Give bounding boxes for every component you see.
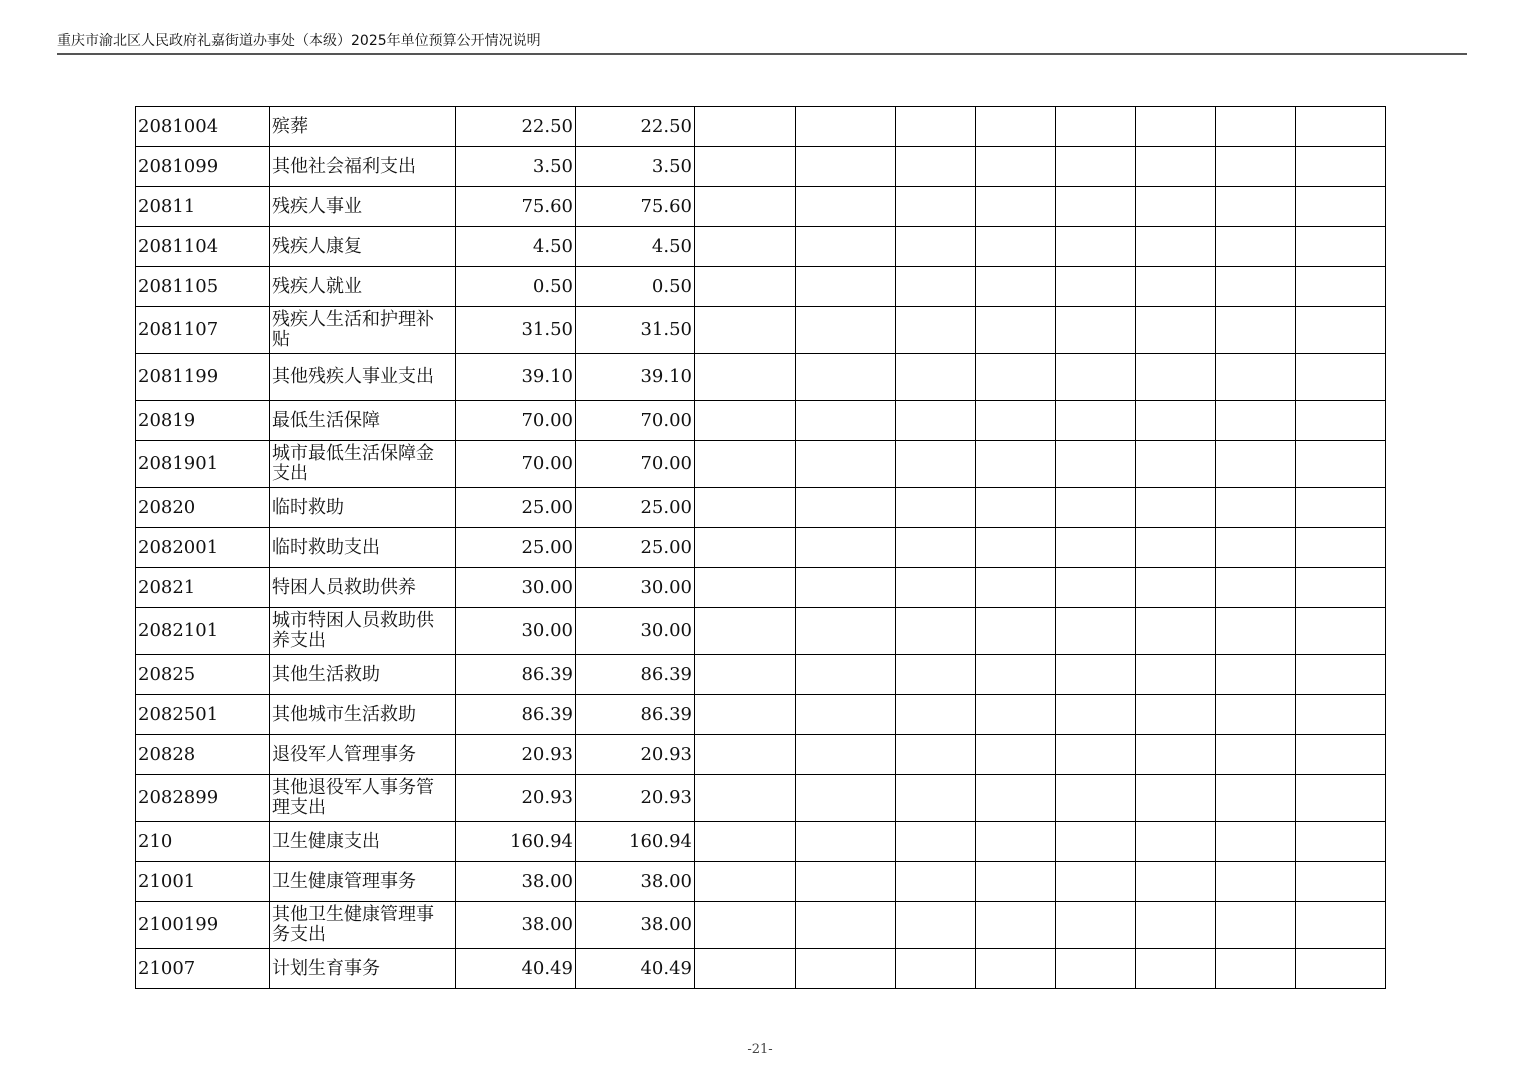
empty-cell (1136, 735, 1216, 775)
subject-name-cell: 其他退役军人事务管理支出 (270, 775, 456, 822)
empty-cell (796, 775, 896, 822)
empty-cell (1056, 862, 1136, 902)
empty-cell (1216, 441, 1296, 488)
empty-cell (1296, 107, 1386, 147)
total-amount-cell: 3.50 (456, 147, 576, 187)
total-amount-cell: 0.50 (456, 267, 576, 307)
empty-cell (796, 822, 896, 862)
subject-code-cell: 2082501 (136, 695, 270, 735)
subject-name-cell: 特困人员救助供养 (270, 568, 456, 608)
empty-cell (896, 902, 976, 949)
empty-cell (1136, 528, 1216, 568)
empty-cell (896, 568, 976, 608)
table-row (136, 227, 1386, 267)
empty-cell (695, 488, 796, 528)
empty-cell (1296, 488, 1386, 528)
empty-cell (1296, 902, 1386, 949)
empty-cell (796, 354, 896, 401)
empty-cell (796, 862, 896, 902)
empty-cell (976, 608, 1056, 655)
empty-cell (976, 441, 1056, 488)
total-amount-cell: 22.50 (456, 107, 576, 147)
empty-cell (976, 695, 1056, 735)
table-row (136, 441, 1386, 488)
empty-cell (976, 401, 1056, 441)
table-row (136, 528, 1386, 568)
general-budget-amount-cell: 25.00 (576, 488, 695, 528)
table-row (136, 147, 1386, 187)
total-amount-cell: 30.00 (456, 608, 576, 655)
empty-cell (896, 147, 976, 187)
empty-cell (976, 949, 1056, 989)
table-row (136, 775, 1386, 822)
empty-cell (695, 187, 796, 227)
table-row (136, 735, 1386, 775)
subject-name-cell: 城市特困人员救助供养支出 (270, 608, 456, 655)
general-budget-amount-cell: 70.00 (576, 401, 695, 441)
empty-cell (695, 147, 796, 187)
table-row (136, 822, 1386, 862)
total-amount-cell: 38.00 (456, 902, 576, 949)
empty-cell (1056, 822, 1136, 862)
table-row (136, 608, 1386, 655)
empty-cell (1296, 187, 1386, 227)
empty-cell (796, 441, 896, 488)
subject-name-cell: 其他残疾人事业支出 (270, 354, 456, 401)
empty-cell (1056, 187, 1136, 227)
general-budget-amount-cell: 0.50 (576, 267, 695, 307)
empty-cell (896, 267, 976, 307)
empty-cell (1216, 902, 1296, 949)
empty-cell (796, 307, 896, 354)
empty-cell (896, 528, 976, 568)
general-budget-amount-cell: 86.39 (576, 695, 695, 735)
empty-cell (796, 608, 896, 655)
general-budget-amount-cell: 30.00 (576, 608, 695, 655)
general-budget-amount-cell: 22.50 (576, 107, 695, 147)
general-budget-amount-cell: 4.50 (576, 227, 695, 267)
empty-cell (796, 568, 896, 608)
empty-cell (1296, 822, 1386, 862)
empty-cell (1056, 488, 1136, 528)
subject-code-cell: 2081105 (136, 267, 270, 307)
total-amount-cell: 4.50 (456, 227, 576, 267)
empty-cell (896, 107, 976, 147)
subject-name-cell: 临时救助 (270, 488, 456, 528)
empty-cell (1136, 949, 1216, 989)
empty-cell (1056, 695, 1136, 735)
empty-cell (896, 488, 976, 528)
empty-cell (896, 775, 976, 822)
empty-cell (695, 949, 796, 989)
empty-cell (796, 401, 896, 441)
empty-cell (695, 441, 796, 488)
empty-cell (1136, 307, 1216, 354)
empty-cell (896, 735, 976, 775)
empty-cell (1056, 267, 1136, 307)
empty-cell (1216, 267, 1296, 307)
empty-cell (796, 949, 896, 989)
subject-name-cell: 殡葬 (270, 107, 456, 147)
empty-cell (796, 735, 896, 775)
empty-cell (1056, 608, 1136, 655)
empty-cell (896, 307, 976, 354)
empty-cell (896, 187, 976, 227)
empty-cell (1296, 949, 1386, 989)
subject-code-cell: 20828 (136, 735, 270, 775)
total-amount-cell: 31.50 (456, 307, 576, 354)
subject-name-cell: 残疾人生活和护理补贴 (270, 307, 456, 354)
budget-table (135, 106, 1386, 989)
total-amount-cell: 30.00 (456, 568, 576, 608)
empty-cell (796, 695, 896, 735)
total-amount-cell: 160.94 (456, 822, 576, 862)
empty-cell (1216, 568, 1296, 608)
empty-cell (1296, 441, 1386, 488)
empty-cell (1216, 147, 1296, 187)
empty-cell (1216, 227, 1296, 267)
empty-cell (1216, 949, 1296, 989)
empty-cell (1216, 354, 1296, 401)
total-amount-cell: 39.10 (456, 354, 576, 401)
empty-cell (1296, 354, 1386, 401)
empty-cell (896, 441, 976, 488)
empty-cell (1136, 267, 1216, 307)
empty-cell (976, 902, 1056, 949)
empty-cell (976, 488, 1056, 528)
general-budget-amount-cell: 38.00 (576, 902, 695, 949)
empty-cell (1136, 187, 1216, 227)
general-budget-amount-cell: 31.50 (576, 307, 695, 354)
empty-cell (976, 735, 1056, 775)
subject-name-cell: 最低生活保障 (270, 401, 456, 441)
empty-cell (695, 307, 796, 354)
empty-cell (796, 655, 896, 695)
total-amount-cell: 86.39 (456, 655, 576, 695)
empty-cell (1216, 775, 1296, 822)
subject-code-cell: 2081107 (136, 307, 270, 354)
empty-cell (695, 822, 796, 862)
empty-cell (896, 862, 976, 902)
general-budget-amount-cell: 20.93 (576, 735, 695, 775)
empty-cell (695, 401, 796, 441)
empty-cell (695, 862, 796, 902)
general-budget-amount-cell: 30.00 (576, 568, 695, 608)
general-budget-amount-cell: 38.00 (576, 862, 695, 902)
table-row (136, 401, 1386, 441)
empty-cell (796, 147, 896, 187)
empty-cell (796, 227, 896, 267)
empty-cell (1056, 307, 1136, 354)
empty-cell (695, 227, 796, 267)
table-row (136, 568, 1386, 608)
empty-cell (695, 775, 796, 822)
empty-cell (1136, 862, 1216, 902)
empty-cell (1216, 307, 1296, 354)
empty-cell (1136, 775, 1216, 822)
subject-code-cell: 2082001 (136, 528, 270, 568)
empty-cell (1296, 227, 1386, 267)
subject-code-cell: 2082101 (136, 608, 270, 655)
document-header-title: 重庆市渝北区人民政府礼嘉街道办事处（本级）2025年单位预算公开情况说明 (57, 33, 541, 49)
empty-cell (695, 695, 796, 735)
empty-cell (1136, 107, 1216, 147)
empty-cell (1136, 441, 1216, 488)
empty-cell (1056, 735, 1136, 775)
subject-code-cell: 20811 (136, 187, 270, 227)
empty-cell (896, 227, 976, 267)
empty-cell (1056, 441, 1136, 488)
subject-code-cell: 210 (136, 822, 270, 862)
empty-cell (1216, 488, 1296, 528)
subject-name-cell: 退役军人管理事务 (270, 735, 456, 775)
subject-code-cell: 20821 (136, 568, 270, 608)
subject-code-cell: 20819 (136, 401, 270, 441)
empty-cell (796, 267, 896, 307)
total-amount-cell: 86.39 (456, 695, 576, 735)
subject-code-cell: 20820 (136, 488, 270, 528)
empty-cell (1056, 401, 1136, 441)
empty-cell (976, 227, 1056, 267)
empty-cell (1296, 608, 1386, 655)
empty-cell (1056, 528, 1136, 568)
empty-cell (695, 902, 796, 949)
empty-cell (1136, 354, 1216, 401)
empty-cell (695, 354, 796, 401)
subject-name-cell: 卫生健康管理事务 (270, 862, 456, 902)
general-budget-amount-cell: 39.10 (576, 354, 695, 401)
subject-name-cell: 临时救助支出 (270, 528, 456, 568)
total-amount-cell: 38.00 (456, 862, 576, 902)
empty-cell (1296, 695, 1386, 735)
empty-cell (1056, 655, 1136, 695)
table-row (136, 949, 1386, 989)
table-row (136, 695, 1386, 735)
empty-cell (1216, 401, 1296, 441)
empty-cell (695, 568, 796, 608)
subject-name-cell: 残疾人康复 (270, 227, 456, 267)
empty-cell (896, 655, 976, 695)
empty-cell (695, 107, 796, 147)
empty-cell (796, 107, 896, 147)
subject-code-cell: 2081099 (136, 147, 270, 187)
subject-code-cell: 2081104 (136, 227, 270, 267)
empty-cell (896, 949, 976, 989)
empty-cell (1296, 775, 1386, 822)
empty-cell (1296, 307, 1386, 354)
empty-cell (976, 568, 1056, 608)
empty-cell (1136, 568, 1216, 608)
total-amount-cell: 25.00 (456, 488, 576, 528)
empty-cell (1216, 695, 1296, 735)
empty-cell (695, 267, 796, 307)
empty-cell (1216, 107, 1296, 147)
total-amount-cell: 70.00 (456, 441, 576, 488)
empty-cell (976, 107, 1056, 147)
empty-cell (1136, 655, 1216, 695)
empty-cell (1136, 401, 1216, 441)
empty-cell (1056, 227, 1136, 267)
total-amount-cell: 20.93 (456, 775, 576, 822)
table-row (136, 488, 1386, 528)
total-amount-cell: 25.00 (456, 528, 576, 568)
empty-cell (1056, 949, 1136, 989)
empty-cell (1216, 862, 1296, 902)
general-budget-amount-cell: 86.39 (576, 655, 695, 695)
table-row (136, 267, 1386, 307)
subject-name-cell: 城市最低生活保障金支出 (270, 441, 456, 488)
general-budget-amount-cell: 3.50 (576, 147, 695, 187)
empty-cell (976, 307, 1056, 354)
subject-name-cell: 其他卫生健康管理事务支出 (270, 902, 456, 949)
empty-cell (1296, 735, 1386, 775)
total-amount-cell: 75.60 (456, 187, 576, 227)
empty-cell (976, 354, 1056, 401)
empty-cell (695, 608, 796, 655)
empty-cell (1216, 655, 1296, 695)
empty-cell (1056, 775, 1136, 822)
empty-cell (976, 147, 1056, 187)
empty-cell (976, 528, 1056, 568)
general-budget-amount-cell: 160.94 (576, 822, 695, 862)
table-row (136, 902, 1386, 949)
table-row (136, 862, 1386, 902)
empty-cell (1136, 695, 1216, 735)
empty-cell (796, 528, 896, 568)
subject-code-cell: 2082899 (136, 775, 270, 822)
table-body (136, 107, 1386, 989)
empty-cell (1136, 147, 1216, 187)
empty-cell (976, 187, 1056, 227)
empty-cell (1296, 401, 1386, 441)
empty-cell (1296, 568, 1386, 608)
total-amount-cell: 40.49 (456, 949, 576, 989)
subject-name-cell: 其他生活救助 (270, 655, 456, 695)
empty-cell (695, 735, 796, 775)
table-row (136, 187, 1386, 227)
empty-cell (796, 488, 896, 528)
empty-cell (1216, 735, 1296, 775)
empty-cell (1216, 608, 1296, 655)
empty-cell (796, 902, 896, 949)
subject-code-cell: 2081199 (136, 354, 270, 401)
empty-cell (1296, 147, 1386, 187)
total-amount-cell: 70.00 (456, 401, 576, 441)
empty-cell (1056, 354, 1136, 401)
empty-cell (1056, 147, 1136, 187)
general-budget-amount-cell: 70.00 (576, 441, 695, 488)
empty-cell (896, 354, 976, 401)
subject-name-cell: 其他城市生活救助 (270, 695, 456, 735)
empty-cell (896, 822, 976, 862)
empty-cell (1136, 902, 1216, 949)
empty-cell (896, 695, 976, 735)
subject-name-cell: 其他社会福利支出 (270, 147, 456, 187)
empty-cell (1296, 528, 1386, 568)
empty-cell (1056, 902, 1136, 949)
subject-code-cell: 2081901 (136, 441, 270, 488)
subject-name-cell: 残疾人事业 (270, 187, 456, 227)
empty-cell (1136, 608, 1216, 655)
general-budget-amount-cell: 75.60 (576, 187, 695, 227)
empty-cell (976, 862, 1056, 902)
empty-cell (796, 187, 896, 227)
subject-name-cell: 计划生育事务 (270, 949, 456, 989)
subject-code-cell: 21001 (136, 862, 270, 902)
empty-cell (1296, 655, 1386, 695)
empty-cell (1296, 862, 1386, 902)
header-rule (57, 53, 1467, 55)
empty-cell (695, 655, 796, 695)
empty-cell (1136, 822, 1216, 862)
empty-cell (1136, 488, 1216, 528)
empty-cell (896, 401, 976, 441)
empty-cell (1216, 822, 1296, 862)
empty-cell (976, 822, 1056, 862)
empty-cell (976, 655, 1056, 695)
empty-cell (1216, 528, 1296, 568)
subject-code-cell: 2100199 (136, 902, 270, 949)
table-row (136, 107, 1386, 147)
subject-code-cell: 20825 (136, 655, 270, 695)
general-budget-amount-cell: 40.49 (576, 949, 695, 989)
table-row (136, 307, 1386, 354)
table-row (136, 354, 1386, 401)
empty-cell (1056, 568, 1136, 608)
subject-name-cell: 残疾人就业 (270, 267, 456, 307)
general-budget-amount-cell: 20.93 (576, 775, 695, 822)
total-amount-cell: 20.93 (456, 735, 576, 775)
empty-cell (1056, 107, 1136, 147)
subject-code-cell: 21007 (136, 949, 270, 989)
empty-cell (1296, 267, 1386, 307)
table-row (136, 655, 1386, 695)
general-budget-amount-cell: 25.00 (576, 528, 695, 568)
empty-cell (1136, 227, 1216, 267)
empty-cell (976, 775, 1056, 822)
empty-cell (695, 528, 796, 568)
subject-name-cell: 卫生健康支出 (270, 822, 456, 862)
empty-cell (976, 267, 1056, 307)
empty-cell (896, 608, 976, 655)
subject-code-cell: 2081004 (136, 107, 270, 147)
page-number: -21- (747, 1042, 773, 1057)
empty-cell (1216, 187, 1296, 227)
